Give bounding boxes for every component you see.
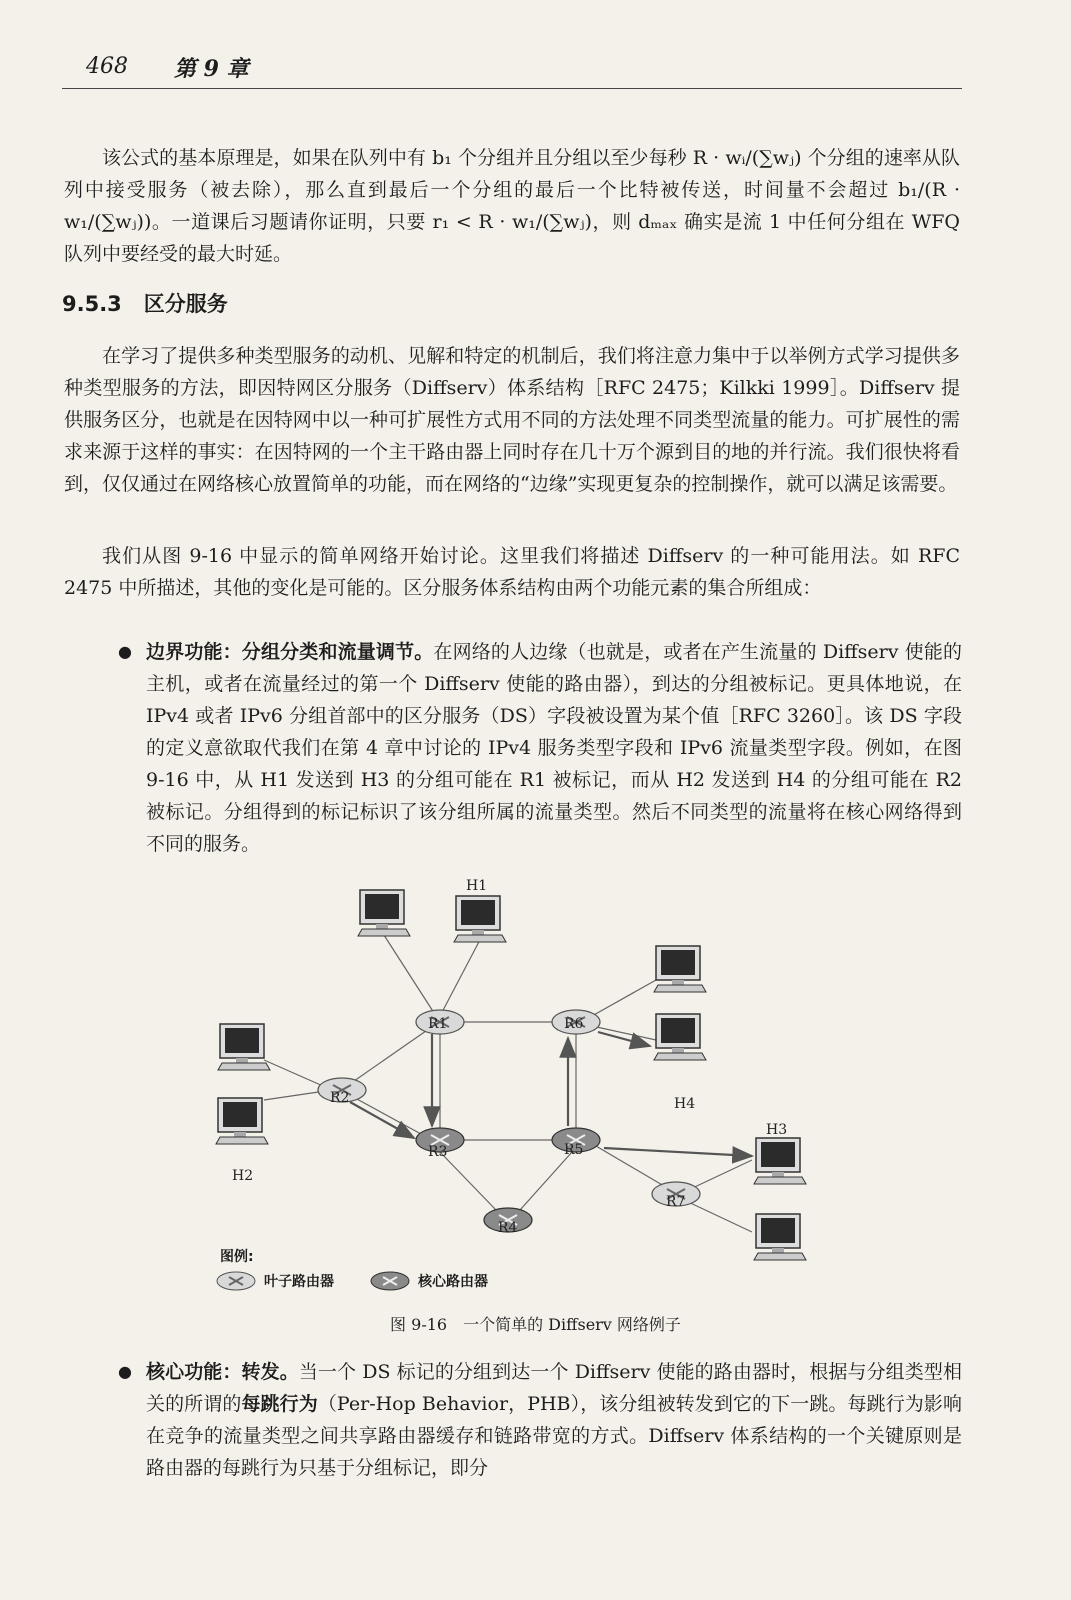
label-r4: R4 [498, 1220, 518, 1236]
label-h1: H1 [466, 878, 488, 894]
page-number: 468 [86, 54, 128, 79]
host-icon-h2 [216, 1098, 268, 1144]
figure-caption: 图 9-16 一个简单的 Diffserv 网络例子 [390, 1315, 681, 1334]
section-number: 9.5.3 [62, 292, 122, 316]
page-header [62, 50, 962, 89]
bullet-text-a: 当一个 DS 标记的分组到达一个 Diffserv 使能的路由器时，根据与分组类型相关的所谓的 [146, 1361, 962, 1415]
bullet-lead: 边界功能：分组分类和流量调节。 [146, 641, 434, 663]
label-h3: H3 [766, 1122, 788, 1138]
paragraph-network-start: 我们从图 9-16 中显示的简单网络开始讨论。这里我们将描述 Diffserv 的一种可能用法。如 RFC 2475 中所描述，其他的变化是可能的。区分服务体系结构由两个功能元素的集合所组成： [64, 545, 960, 599]
bullet-lead: 核心功能：转发。 [146, 1361, 299, 1383]
paragraph-formula: 该公式的基本原理是，如果在队列中有 b₁ 个分组并且分组以至少每秒 R · wᵢ/(∑wⱼ) 个分组的速率从队列中接受服务（被去除），那么直到最后一个分组的最后一个比特被传送，时间量不会超过 b₁/(R · w₁/(∑wⱼ))。一道课后习题请你证明，只要 r₁ < R · w₁/(∑wⱼ)，则 dₘₐₓ 确实是流 1 中任何分组在 WFQ 队列中要经受的最大时延。 [64, 147, 960, 265]
label-r6: R6 [564, 1016, 584, 1032]
label-r1: R1 [428, 1016, 448, 1032]
chapter-label: 第 9 章 [174, 56, 249, 82]
core-router-legend-icon [368, 1270, 412, 1292]
bullet-text-b: （Per-Hop Behavior，PHB），该分组被转发到它的下一跳。每跳行为影响在竞争的流量类型之间共享路由器缓存和链路带宽的方式。Diffserv 体系结构的一个关键原则是路由器的每跳行为只基于分组标记，即分 [146, 1393, 962, 1479]
bullet-core-function [146, 1356, 962, 1484]
term-phb: 每跳行为 [241, 1393, 318, 1415]
bullet-edge-function [146, 636, 962, 860]
legend-core-label: 核心路由器 [418, 1274, 488, 1290]
traffic-arrows [350, 1032, 752, 1156]
host-icon-h3 [754, 1138, 806, 1184]
label-r3: R3 [428, 1144, 448, 1160]
label-r7: R7 [666, 1194, 686, 1210]
legend-title: 图例: [220, 1249, 254, 1265]
host-icon-h4-peer [654, 946, 706, 992]
host-icon-h4 [654, 1014, 706, 1060]
label-h2: H2 [232, 1168, 254, 1184]
diffserv-network-diagram [200, 876, 820, 1306]
legend-edge-label: 叶子路由器 [264, 1274, 334, 1290]
paragraph-diffserv-intro: 在学习了提供多种类型服务的动机、见解和特定的机制后，我们将注意力集中于以举例方式学习提供多种类型服务的方法，即因特网区分服务（Diffserv）体系结构［RFC 2475；Kilkki 1999］。Diffserv 提供服务区分，也就是在因特网中以一种可扩展性方式用不同的方法处理不同类型流量的能力。可扩展性的需求来源于这样的事实：在因特网的一个主干路由器上同时存在几十万个源到目的地的并行流。我们很快将看到，仅仅通过在网络核心放置简单的功能，而在网络的“边缘”实现更复杂的控制操作，就可以满足该需要。 [64, 345, 960, 495]
host-icon-h2-peer [218, 1024, 270, 1070]
label-r5: R5 [564, 1142, 584, 1158]
label-h4: H4 [674, 1096, 696, 1112]
host-icon-h1 [454, 896, 506, 942]
bullet-dot: ● [118, 1362, 132, 1381]
bullet-dot: ● [118, 642, 132, 661]
host-icon-h1-peer [358, 890, 410, 936]
edge-router-legend-icon [214, 1270, 258, 1292]
bullet-text: 在网络的人边缘（也就是，或者在产生流量的 Diffserv 使能的主机，或者在流量经过的第一个 Diffserv 使能的路由器），到达的分组被标记。更具体地说，在 IPv4 或者 IPv6 分组首部中的区分服务（DS）字段被设置为某个值［RFC 3260］。该 DS 字段的定义意欲取代我们在第 4 章中讨论的 IPv4 服务类型字段和 IPv6 流量类型字段。例如，在图 9-16 中，从 H1 发送到 H3 的分组可能在 R1 被标记，而从 H2 发送到 H4 的分组可能在 R2 被标记。分组得到的标记标识了该分组所属的流量类型。然后不同类型的流量将在核心网络得到不同的服务。 [146, 641, 962, 855]
host-icon-h3-peer [754, 1214, 806, 1260]
label-r2: R2 [330, 1090, 350, 1106]
legend [214, 1270, 488, 1292]
section-title: 区分服务 [143, 292, 228, 316]
section-heading [62, 288, 228, 318]
